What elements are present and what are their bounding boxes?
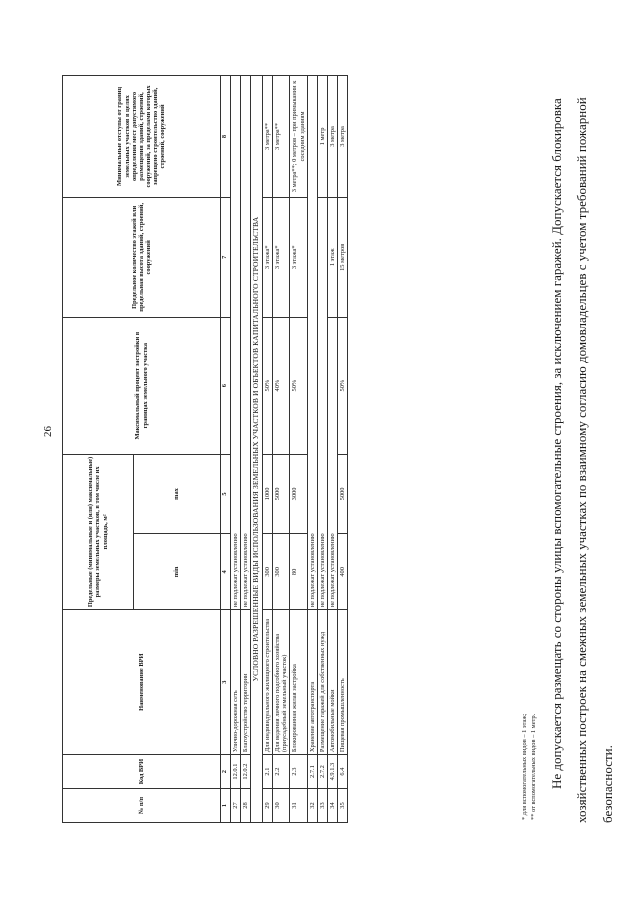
row-setback: 1 метр: [317, 76, 327, 198]
row-setback: 3 метра: [338, 76, 348, 198]
row-num: 35: [338, 789, 348, 823]
row-num: 28: [241, 789, 251, 823]
row-num: 30: [273, 789, 290, 823]
header-min: min: [134, 534, 221, 610]
colnum-7: 7: [221, 197, 231, 317]
section-title: УСЛОВНО РАЗРЕШЕННЫЕ ВИДЫ ИСПОЛЬЗОВАНИЯ ЗЕМЕЛЬНЫХ УЧАСТКОВ И ОБЪЕКТОВ КАПИТАЛЬНОГО СТРОИТЕЛЬСТВА: [251, 76, 263, 823]
row-max: 3000: [290, 454, 307, 534]
header-code: Код ВРИ: [63, 755, 221, 789]
row-code: 2.2: [273, 755, 290, 789]
row-num: 33: [317, 789, 327, 823]
colnum-1: 1: [221, 789, 231, 823]
row-max: 5000: [273, 454, 290, 534]
colnum-5: 5: [221, 454, 231, 534]
row-code: 2.7.2: [317, 755, 327, 789]
colnum-3: 3: [221, 610, 231, 755]
colnum-8: 8: [221, 76, 231, 198]
row-name: Для индивидуального жилищного строительства: [262, 610, 272, 755]
row-name: Благоустройство территории: [241, 610, 251, 755]
body-paragraph: Не допускается размещать со стороны улицы вспомогательные строения, за исключением гаражей. Допускается блокировка хозяйственных построек на смежных земельных участках по взаимному согласию домовладельцев с учетом требований пожарной безопасности.: [549, 97, 615, 823]
row-num: 32: [307, 789, 317, 823]
row-code: 6.4: [338, 755, 348, 789]
row-floors: 3 этажа*: [262, 197, 272, 317]
row-min: 300: [262, 534, 272, 610]
row-floors: 3 этажа*: [273, 197, 290, 317]
row-min: 80: [290, 534, 307, 610]
header-max: max: [134, 454, 221, 534]
header-row: [63, 76, 134, 823]
row-code: 2.1: [262, 755, 272, 789]
row-max: 1000: [262, 454, 272, 534]
colnum-4: 4: [221, 534, 231, 610]
row-setback: 3 метра**: [262, 76, 272, 198]
row-percent: 50%: [290, 317, 307, 454]
footnotes: [521, 713, 538, 820]
row-setback: 3 метра**; 0 метров – при примыкании к соседним зданиям: [290, 76, 307, 198]
zoning-table: [62, 75, 348, 823]
row-code: 2.7.1: [307, 755, 317, 789]
colnum-6: 6: [221, 317, 231, 454]
row-percent: 50%: [262, 317, 272, 454]
row-note: не подлежат установлению: [231, 76, 241, 610]
table-row: [307, 76, 317, 823]
row-min: 400: [338, 534, 348, 610]
table-row: [273, 76, 290, 823]
row-code: 4.9.1.3: [328, 755, 338, 789]
footnote-setback: ** от вспомогательных видов – 1 метр.: [529, 713, 537, 820]
row-name: Для ведения личного подсобного хозяйства (приусадебный земельный участок): [273, 610, 290, 755]
table-row: [328, 76, 338, 823]
table-row: [290, 76, 307, 823]
row-setback: 3 метра**: [273, 76, 290, 198]
page-number: 26: [42, 426, 54, 437]
row-note: не подлежат установлению: [317, 197, 327, 609]
row-num: 31: [290, 789, 307, 823]
row-name: Улично-дорожная сеть: [231, 610, 241, 755]
row-name: Автомобильные мойки: [328, 610, 338, 755]
table-row: [241, 76, 251, 823]
table-row: [317, 76, 327, 823]
row-num: 27: [231, 789, 241, 823]
row-max: 5000: [338, 454, 348, 534]
row-code: 12.0.2: [241, 755, 251, 789]
row-note: не подлежат установлению: [241, 76, 251, 610]
row-code: 2.3: [290, 755, 307, 789]
row-name: Размещение гаражей для собственных нужд: [317, 610, 327, 755]
row-percent: 50%: [338, 317, 348, 454]
colnum-2: 2: [221, 755, 231, 789]
header-name: Наименование ВРИ: [63, 610, 221, 755]
row-name: Хранение автотранспорта: [307, 610, 317, 755]
row-note: не подлежат установлению: [328, 317, 338, 610]
row-setback: 3 метра: [328, 76, 338, 198]
table-row: [231, 76, 241, 823]
row-note: не подлежат установлению: [307, 76, 317, 610]
row-floors: 3 этажа*: [290, 197, 307, 317]
header-percent: Максимальный процент застройки в границах земельного участка: [63, 317, 221, 454]
column-numbers-row: [221, 76, 231, 823]
table-row: [262, 76, 272, 823]
row-min: 300: [273, 534, 290, 610]
row-percent: 40%: [273, 317, 290, 454]
row-num: 29: [262, 789, 272, 823]
row-floors: 1 этаж: [328, 197, 338, 317]
header-area: Предельные (минимальные и (или) максимальные) размеры земельных участков, в том числе их площадь, м²: [63, 454, 134, 610]
header-floors: Предельное количество этажей или предельная высота зданий, строений, сооружений: [63, 197, 221, 317]
footnote-floors: * для вспомогательных видов – 1 этаж;: [521, 713, 528, 820]
row-code: 12.0.1: [231, 755, 241, 789]
row-num: 34: [328, 789, 338, 823]
row-floors: 15 метров: [338, 197, 348, 317]
section-row: [251, 76, 263, 823]
row-name: Блокированная жилая застройка: [290, 610, 307, 755]
header-setback: Минимальные отступы от границ земельных участков в целях определения мест допустимого размещения зданий, строений, сооружений, за пределами которых запрещено строительство зданий, строений, сооружений: [63, 76, 221, 198]
table-row: [338, 76, 348, 823]
header-num: № п/п: [63, 789, 221, 823]
row-name: Пищевая промышленность: [338, 610, 348, 755]
